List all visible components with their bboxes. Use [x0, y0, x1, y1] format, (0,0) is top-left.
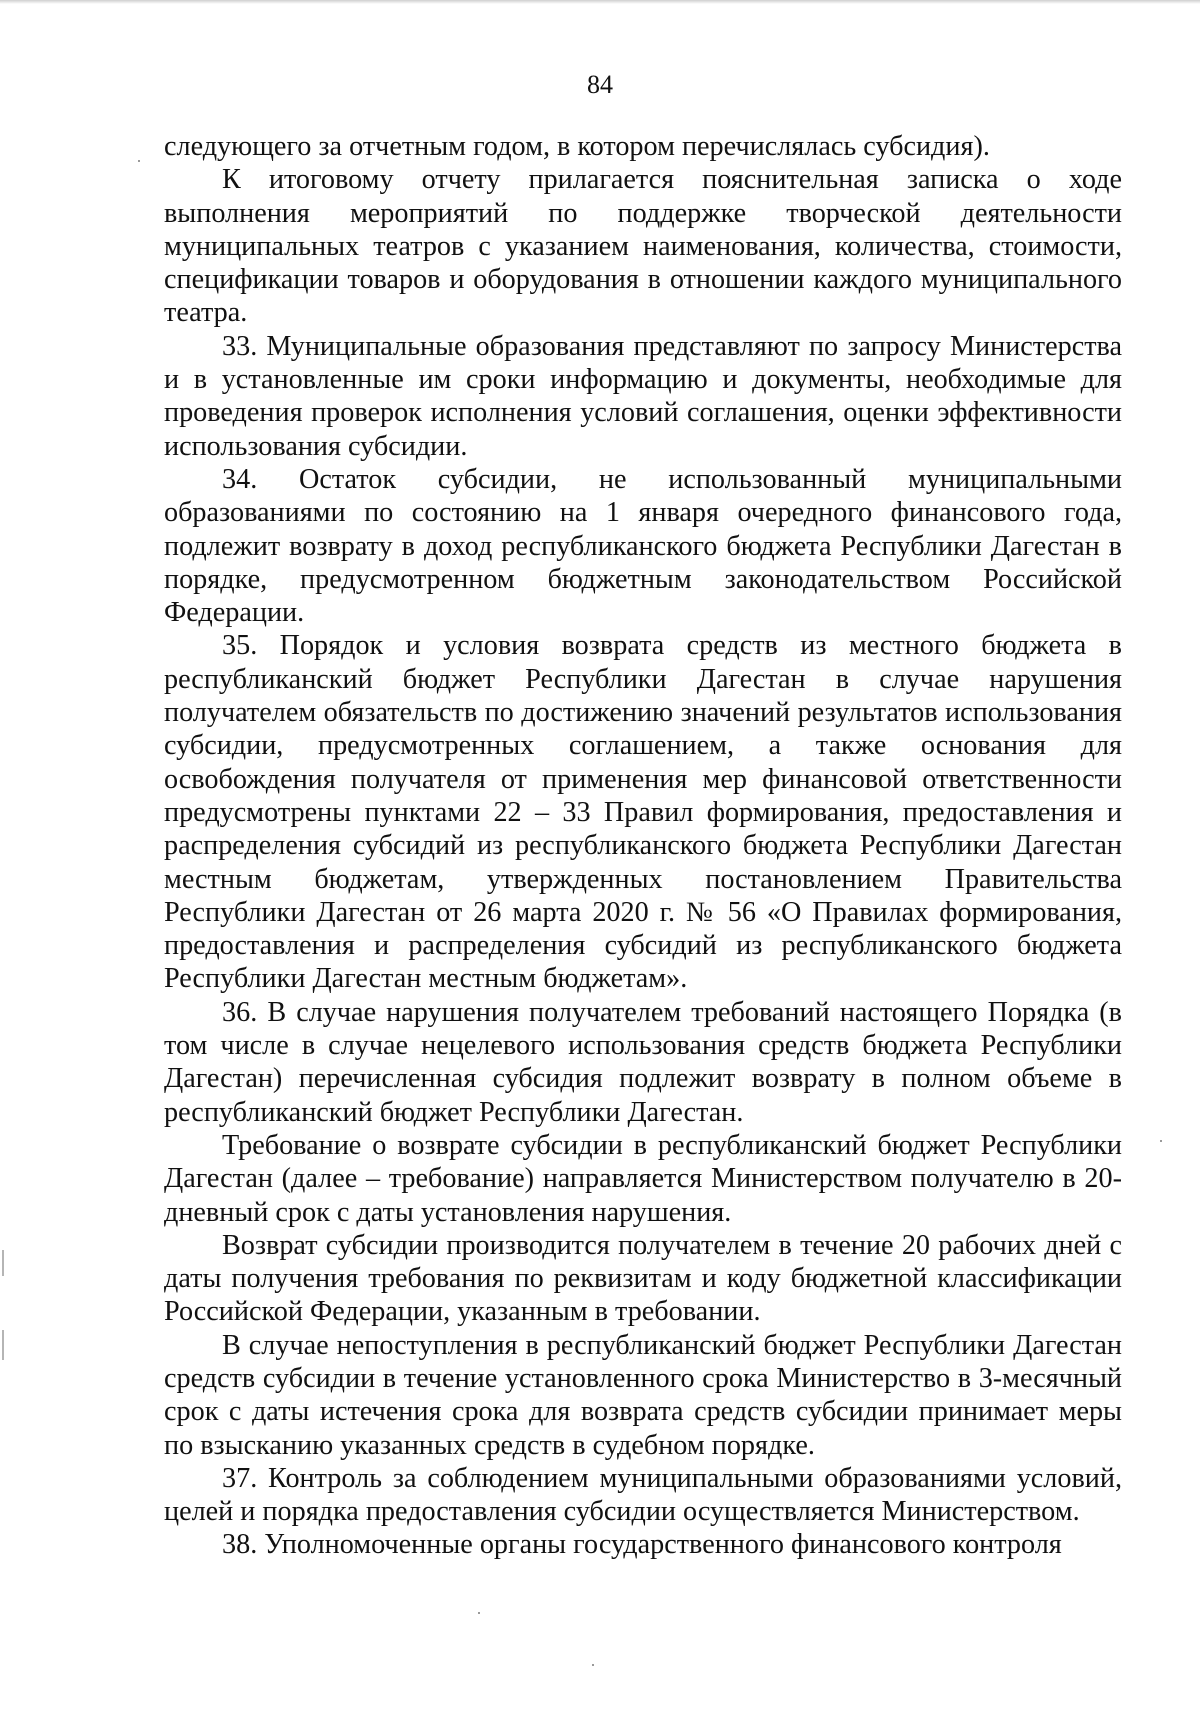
paragraph-explanatory-note: К итоговому отчету прилагается пояснительная записка о ходе выполнения мероприятий по поддержке творческой деятельности муниципальных театров с указанием наименования, количества, стоимости, спецификации товаров и оборудования в отношении каждого муниципального театра. — [164, 164, 1122, 329]
paragraph-item-34: 34. Остаток субсидии, не использованный муниципальными образованиями по состоянию на 1 января очередного финансового года, подлежит возврату в доход республиканского бюджета Республики Дагестан в порядке, предусмотренном бюджетным законодательством Российской Федерации. — [164, 463, 1122, 629]
scan-speck — [478, 1612, 480, 1614]
paragraph-item-37: 37. Контроль за соблюдением муниципальными образованиями условий, целей и порядка предоставления субсидии осуществляется Министерством. — [164, 1462, 1122, 1528]
paragraph-continuation: следующего за отчетным годом, в котором перечислялась субсидия). — [164, 131, 990, 162]
scan-speck — [2, 1330, 4, 1360]
paragraph-item-35: 35. Порядок и условия возврата средств из местного бюджета в республиканский бюджет Республики Дагестан в случае нарушения получателем обязательств по достижению значений результатов использования субсидии, предусмотренных соглашением, а также основания для освобождения получателя от применения мер финансовой ответственности предусмотрены пунктами 22 – 33 Правил формирования, предоставления и распределения субсидий из республиканского бюджета Республики Дагестан местным бюджетам, утвержденных постановлением Правительства Республики Дагестан от 26 марта 2020 г. № 56 «О Правилах формирования, предоставления и распределения субсидий из республиканского бюджета Республики Дагестан местным бюджетам». — [164, 630, 1122, 995]
paragraph-return-requirement: Требование о возврате субсидии в республиканский бюджет Республики Дагестан (далее – требование) направляется Министерством получателю в 20-дневный срок с даты установления нарушения. — [164, 1129, 1122, 1228]
scan-edge — [0, 0, 1200, 4]
paragraph-item-36: 36. В случае нарушения получателем требований настоящего Порядка (в том числе в случае нецелевого использования средств бюджета Республики Дагестан) перечисленная субсидия подлежит возврату в полном объеме в республиканский бюджет Республики Дагестан. — [164, 996, 1122, 1128]
scan-speck — [1160, 1140, 1162, 1142]
paragraph-item-38: 38. Уполномоченные органы государственного финансового контроля — [222, 1529, 1062, 1561]
scan-speck — [2, 1250, 4, 1276]
paragraph-court-recovery: В случае непоступления в республиканский бюджет Республики Дагестан средств субсидии в течение установленного срока Министерство в 3-месячный срок с даты истечения срока для возврата средств субсидии принимает меры по взысканию указанных средств в судебном порядке. — [164, 1329, 1122, 1461]
scan-speck — [138, 160, 140, 162]
paragraph-item-33: 33. Муниципальные образования представляют по запросу Министерства и в установленные им сроки информацию и документы, необходимые для проведения проверок исполнения условий соглашения, оценки эффективности использования субсидии. — [164, 330, 1122, 462]
paragraph-return-procedure: Возврат субсидии производится получателем в течение 20 рабочих дней с даты получения требования по реквизитам и коду бюджетной классификации Российской Федерации, указанным в требовании. — [164, 1229, 1122, 1328]
page-number: 84 — [587, 70, 613, 99]
document-body — [164, 130, 1122, 1562]
scan-speck — [592, 1664, 594, 1666]
